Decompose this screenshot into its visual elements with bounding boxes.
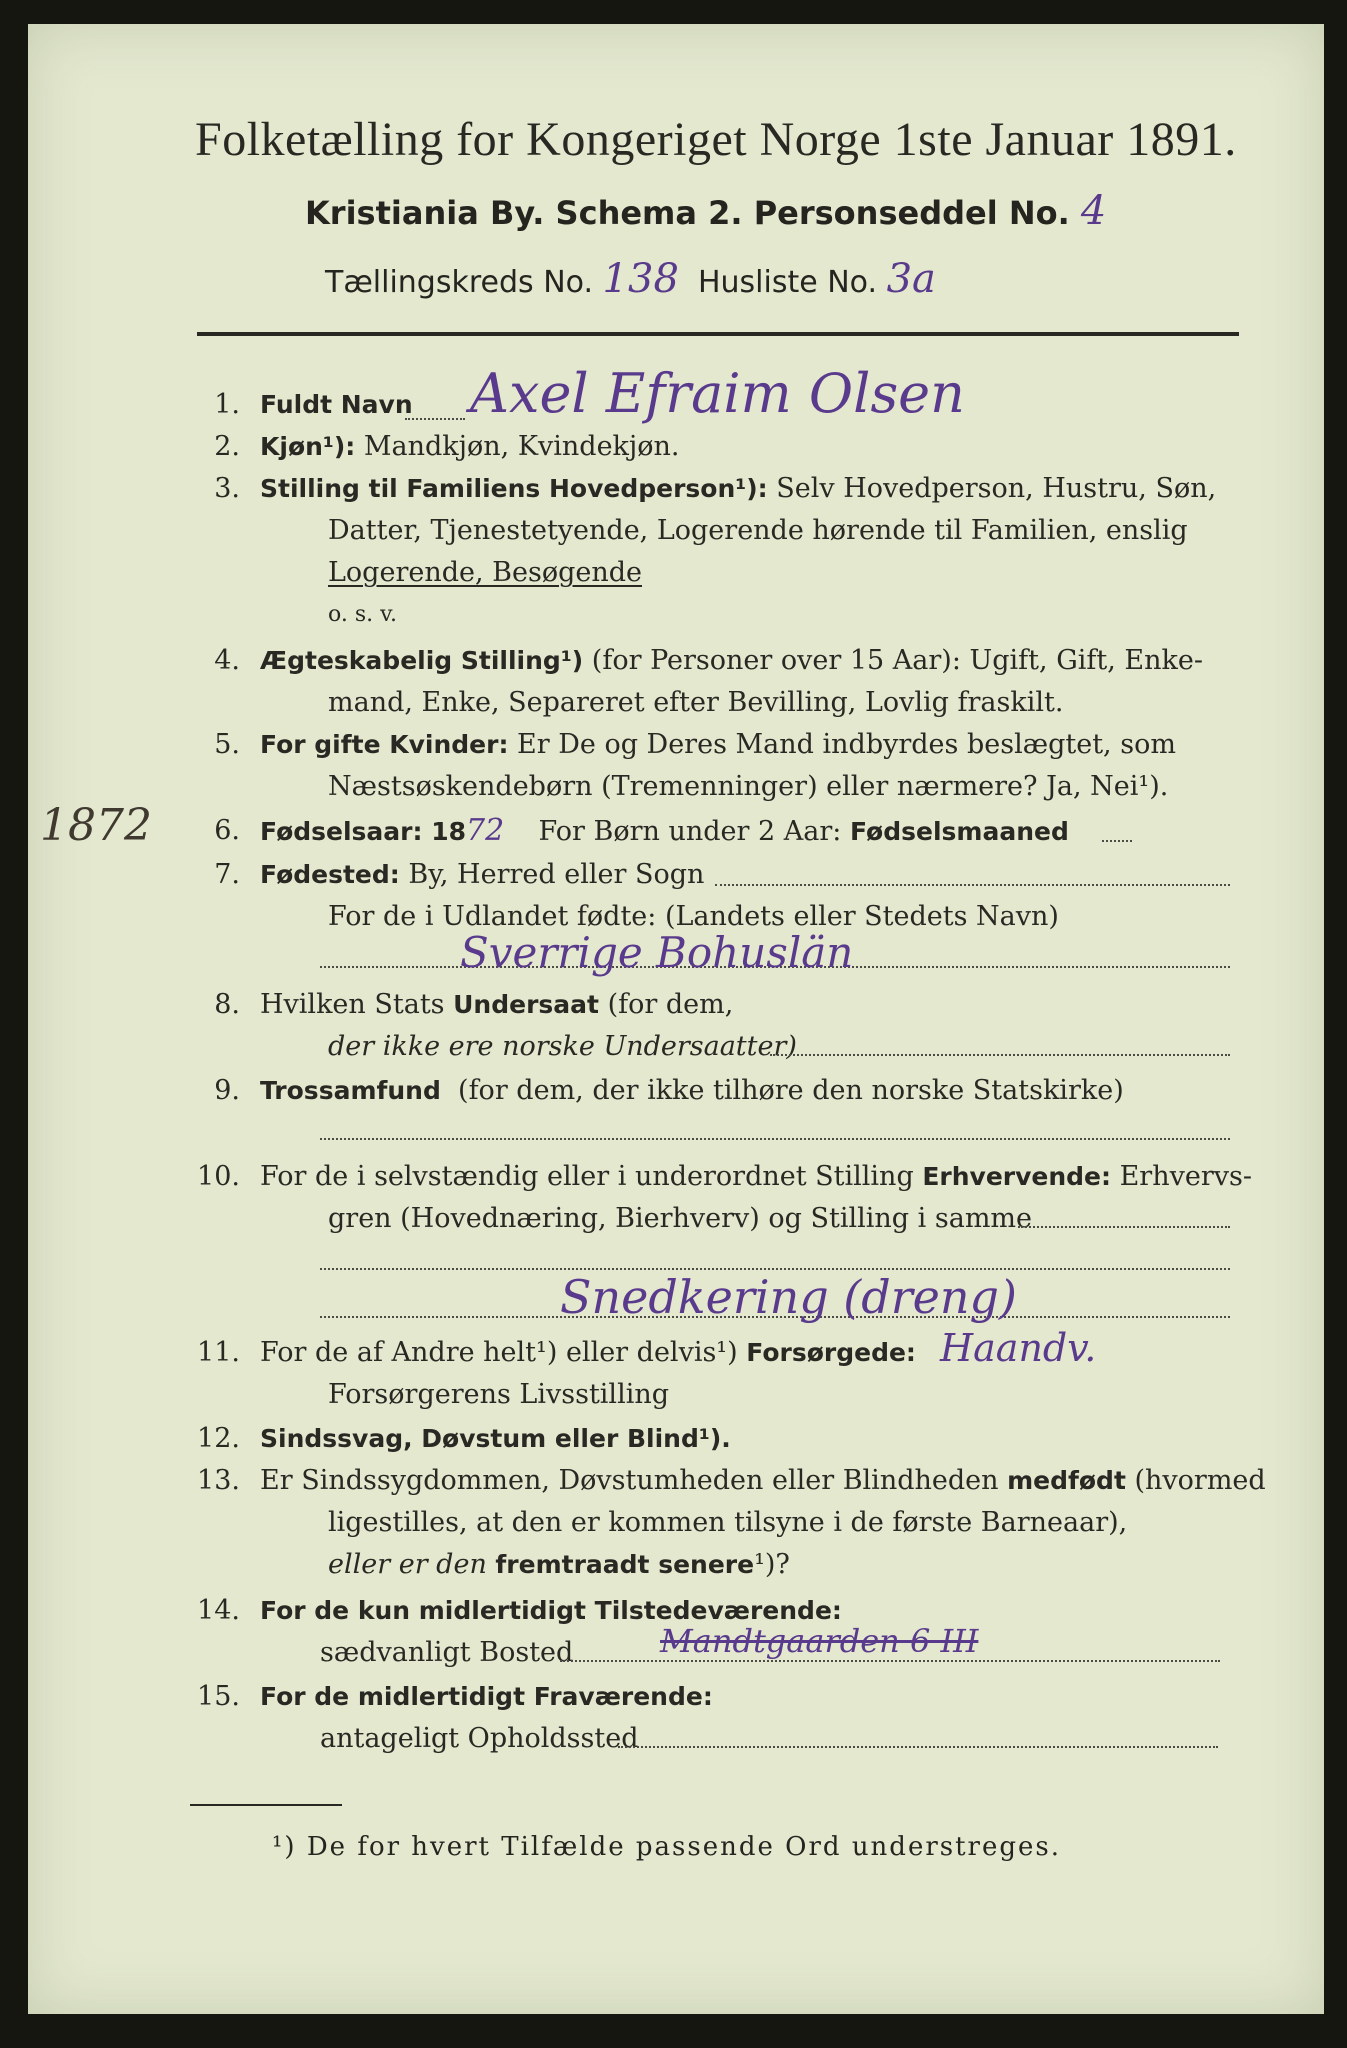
handwritten-name: Axel Efraim Olsen	[470, 362, 965, 425]
field-text-cont: sædvanligt Bosted	[320, 1637, 574, 1668]
field-text-cont: Forsørgerens Livsstilling	[328, 1379, 670, 1410]
field-text: Erhvervs-	[1111, 1161, 1252, 1192]
field-options-cont: Næstsøskendebørn (Tremenninger) eller nærmere? Ja, Nei¹).	[328, 771, 1169, 802]
taellingskreds-number: 138	[602, 256, 679, 302]
fill-line	[560, 1660, 1220, 1662]
field-label: Ægteskabelig Stilling¹)	[260, 646, 584, 675]
fill-line	[618, 1746, 1218, 1748]
fill-line	[405, 418, 465, 420]
item-number: 4.	[214, 645, 240, 676]
field-text: Hvilken Stats	[260, 989, 454, 1020]
field-label: For de midlertidigt Fraværende:	[260, 1682, 713, 1711]
form-subtitle	[305, 188, 1106, 234]
husliste-label: Husliste No.	[697, 265, 878, 300]
field-label: medfødt	[1007, 1466, 1126, 1495]
husliste-number: 3a	[886, 256, 936, 302]
handwritten-occupation: Snedkering (dreng)	[560, 1270, 1017, 1324]
handwritten-birthplace: Sverrige Bohuslän	[460, 928, 854, 977]
header-divider	[197, 332, 1239, 336]
field-label: Fødselsmaaned	[849, 817, 1069, 846]
item-number: 8.	[214, 989, 240, 1020]
subtitle-text: Kristiania By. Schema 2. Personseddel No.	[305, 194, 1070, 232]
footnote: ¹) De for hvert Tilfælde passende Ord understreges.	[272, 1832, 1062, 1862]
field-text: By, Herred eller Sogn	[408, 859, 705, 890]
field-text-cont	[328, 1550, 790, 1580]
item-number: 14.	[197, 1595, 240, 1626]
item-number: 15.	[197, 1681, 240, 1712]
field-text: For Børn under 2 Aar:	[538, 816, 842, 847]
item-number: 10.	[197, 1161, 240, 1192]
item-number: 12.	[197, 1423, 240, 1454]
field-options: (for Personer over 15 Aar): Ugift, Gift, Enke-	[591, 645, 1203, 676]
field-options: Er De og Deres Mand indbyrdes beslægtet, som	[517, 729, 1176, 760]
field-text-cont: gren (Hovednæring, Bierhverv) og Stilling i samme	[328, 1203, 1033, 1234]
field-text: (hvormed	[1125, 1465, 1266, 1496]
field-label: Forsørgede:	[746, 1338, 916, 1367]
field-label: For gifte Kvinder:	[260, 730, 509, 759]
item-number: 5.	[214, 729, 240, 760]
item-number: 9.	[214, 1075, 240, 1106]
fill-line	[715, 884, 1230, 886]
field-label: Kjøn¹):	[260, 432, 356, 461]
field-text-cont: antageligt Opholdssted	[320, 1723, 639, 1754]
field-label: Fødselsaar: 18	[260, 817, 466, 846]
margin-note-year: 1872	[40, 800, 152, 851]
field-text: ¹)?	[754, 1549, 790, 1580]
item-number: 11.	[197, 1337, 240, 1368]
field-text: For de af Andre helt¹) eller delvis¹)	[260, 1337, 747, 1368]
field-label: Fødested:	[260, 860, 400, 889]
field-text-cont: ligestilles, at den er kommen tilsyne i de første Barneaar),	[328, 1507, 1128, 1538]
field-options: Selv Hovedperson, Hustru, Søn,	[776, 473, 1217, 504]
field-label: Trossamfund	[260, 1076, 441, 1105]
field-label: Fuldt Navn	[260, 390, 413, 419]
handwritten-bosted: Mandtgaarden 6 III	[660, 1622, 979, 1660]
field-label: Stilling til Familiens Hovedperson¹):	[260, 474, 768, 503]
handwritten-forsorget: Haandv.	[940, 1326, 1097, 1370]
field-label: Sindssvag, Døvstum eller Blind¹).	[260, 1424, 731, 1453]
field-text: Er Sindssygdommen, Døvstumheden eller Blindheden	[260, 1465, 1008, 1496]
tellingskreds-line	[325, 256, 936, 302]
field-label: fremtraadt senere	[495, 1550, 755, 1579]
item-number: 1.	[214, 389, 240, 420]
fill-line	[320, 1138, 1230, 1140]
item-number: 2.	[214, 431, 240, 462]
field-options: Mandkjøn, Kvindekjøn.	[363, 431, 680, 462]
field-text-cont: For de i Udlandet fødte: (Landets eller Stedets Navn)	[328, 901, 1059, 932]
form-title: Folketælling for Kongeriget Norge 1ste Januar 1891.	[195, 113, 1237, 166]
fill-line	[1018, 1226, 1230, 1228]
field-text: (for dem,	[598, 989, 734, 1020]
item-number: 3.	[214, 473, 240, 504]
taellingskreds-label: Tællingskreds No.	[325, 265, 593, 300]
field-options-cont: Datter, Tjenestetyende, Logerende hørende til Familien, enslig	[328, 515, 1188, 546]
field-text: (for dem, der ikke tilhøre den norske Statskirke)	[458, 1075, 1124, 1106]
handwritten-year: 72	[465, 813, 505, 848]
item-number: 13.	[197, 1465, 240, 1496]
personseddel-number: 4	[1080, 188, 1107, 234]
fill-line	[770, 1054, 1230, 1056]
item-number: 6.	[214, 815, 240, 846]
fill-line	[1102, 840, 1132, 842]
item-number: 7.	[214, 859, 240, 890]
field-options-cont: o. s. v.	[328, 602, 397, 627]
field-options-cont: Logerende, Besøgende	[328, 557, 642, 588]
footnote-divider	[190, 1804, 342, 1806]
field-label: Undersaat	[453, 990, 599, 1019]
field-options-cont: mand, Enke, Separeret efter Bevilling, Lovlig fraskilt.	[328, 687, 1064, 718]
field-text: eller er den	[328, 1549, 496, 1580]
field-label: For de kun midlertidigt Tilstedeværende:	[260, 1596, 842, 1625]
field-text-cont: der ikke ere norske Undersaatter)	[328, 1031, 797, 1062]
field-text: For de i selvstændig eller i underordnet Stilling	[260, 1161, 923, 1192]
field-label: Erhvervende:	[922, 1162, 1112, 1191]
